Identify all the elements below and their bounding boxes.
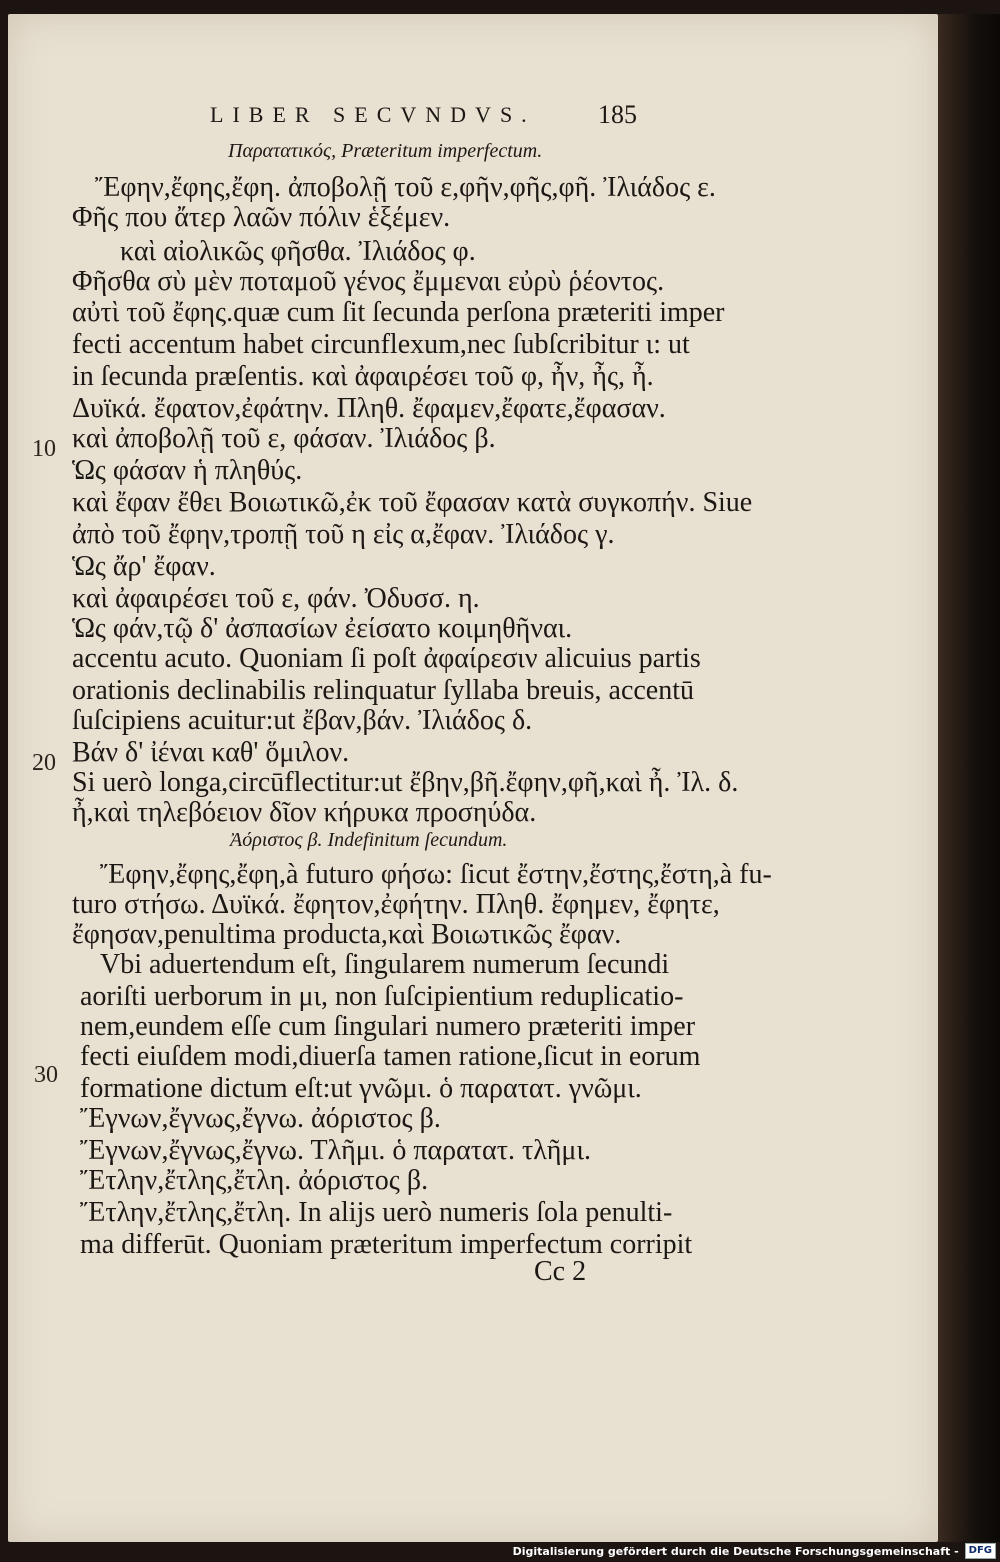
text-line: καὶ ἀποβολῇ τοῦ ε, φάσαν. Ἰλιάδος β. (72, 423, 496, 454)
text-line: καὶ αἰολικῶς φῆσθα. Ἰλιάδος φ. (120, 236, 476, 267)
text-line: Ἀόριστος β. Indefinitum ſecundum. (230, 829, 508, 851)
section-heading: Παρατατικός, Præteritum imperfectum. (228, 140, 543, 162)
text-line: Ἔτλην,ἔτλης,ἔτλη. In alijs uerò numeris ſola penulti- (80, 1197, 673, 1228)
text-line: Si uerò longa,circūflectitur:ut ἔβην,βῆ.ἔφην,φῆ,καὶ ἦ. Ἰλ. δ. (72, 767, 739, 798)
text-line: Φῆσθα σὺ μὲν ποταμοῦ γένος ἔμμεναι εὐρὺ ῥέοντος. (72, 266, 665, 297)
text-line: Δυϊκά. ἔφατον,ἐφάτην. Πληθ. ἔφαμεν,ἔφατε,ἔφασαν. (72, 393, 666, 424)
text-line: accentu acuto. Quoniam ſi poſt ἀφαίρεσιν alicuius partis (72, 643, 701, 674)
text-line: in ſecunda præſentis. καὶ ἀφαιρέσει τοῦ φ, ἦν, ἦς, ἦ. (72, 361, 654, 392)
text-line: Ὡς φάν,τῷ δ' ἀσπασίων ἐείσατο κοιμηθῆναι. (72, 613, 573, 644)
text-line: καὶ ἀφαιρέσει τοῦ ε, φάν. Ὀδυσσ. η. (72, 583, 480, 614)
text-line: ſuſcipiens acuitur:ut ἔβαν,βάν. Ἰλιάδος δ. (72, 705, 533, 736)
text-line: nem,eundem eſſe cum ſingulari numero præteriti imper (80, 1011, 696, 1042)
text-line: turo στήσω. Δυϊκά. ἔφητον,ἐφήτην. Πληθ. ἔφημεν, ἔφητε, (72, 889, 720, 920)
text-line: Ἔτλην,ἔτλης,ἔτλη. ἀόριστος β. (80, 1165, 429, 1196)
text-line: aoriſti uerborum in μι, non ſuſcipientium reduplicatio- (80, 981, 684, 1012)
text-line: Ἔγνων,ἔγνως,ἔγνω. ἀόριστος β. (80, 1103, 441, 1134)
text-line: ma differūt. Quoniam præteritum imperfectum corripit (80, 1229, 693, 1260)
text-line: Ἔφην,ἔφης,ἔφη,à futuro φήσω: ſicut ἔστην,ἔστης,ἔστη,à fu- (100, 859, 772, 890)
book-gutter (938, 14, 1000, 1542)
dfg-logo: DFG (965, 1543, 996, 1559)
text-line: Ὡς φάσαν ἡ πληθύς. (72, 455, 303, 486)
signature-mark: Cc 2 (534, 1256, 587, 1287)
digitization-footer (513, 1542, 996, 1560)
text-line: orationis declinabilis relinquatur ſyllaba breuis, accentū (72, 675, 695, 706)
footer-credit: Digitalisierung gefördert durch die Deutsche Forschungsgemeinschaft - (512, 1544, 959, 1558)
text-line: αὐτὶ τοῦ ἔφης.quæ cum ſit ſecunda perſona præteriti imper (72, 297, 725, 328)
text-line: Φῆς που ἄτερ λαῶν πόλιν ἑξέμεν. (72, 202, 451, 233)
text-line: Ἔφην,ἔφης,ἔφη. ἀποβολῇ τοῦ ε,φῆν,φῆς,φῆ. Ἰλιάδος ε. (95, 172, 716, 203)
margin-line-number: 30 (34, 1062, 58, 1088)
text-line: Ἔγνων,ἔγνως,ἔγνω. Τλῆμι. ὁ παρατατ. τλῆμι. (80, 1135, 591, 1166)
text-line: fecti eiuſdem modi,diuerſa tamen ratione,ſicut in eorum (80, 1041, 701, 1072)
text-line: fecti accentum habet circunflexum,nec ſubſcribitur ι: ut (72, 329, 690, 360)
text-line: ἦ,καὶ τηλεβόειον δῖον κήρυκα προσηύδα. (72, 797, 537, 828)
text-line: Βάν δ' ἰέναι καθ' ὅμιλον. (72, 737, 350, 768)
margin-line-number: 10 (32, 436, 56, 462)
text-line: Vbi aduertendum eſt, ſingularem numerum ſecundi (100, 949, 670, 980)
page-number: 185 (598, 100, 637, 129)
text-line: Ὡς ἄρ' ἔφαν. (72, 551, 216, 582)
text-line: ἔφησαν,penultima producta,καὶ Βοιωτικῶς ἔφαν. (72, 919, 622, 950)
text-line: ἀπὸ τοῦ ἔφην,τροπῇ τοῦ η εἰς α,ἔφαν. Ἰλιάδος γ. (72, 519, 615, 550)
margin-line-number: 20 (32, 750, 56, 776)
text-line: καὶ ἔφαν ἔθει Βοιωτικῶ,ἐκ τοῦ ἔφασαν κατὰ συγκοπήν. Siue (72, 487, 753, 518)
running-head: LIBER SECVNDVS. (210, 102, 536, 127)
text-line: formatione dictum eſt:ut γνῶμι. ὁ παρατατ. γνῶμι. (80, 1073, 642, 1104)
